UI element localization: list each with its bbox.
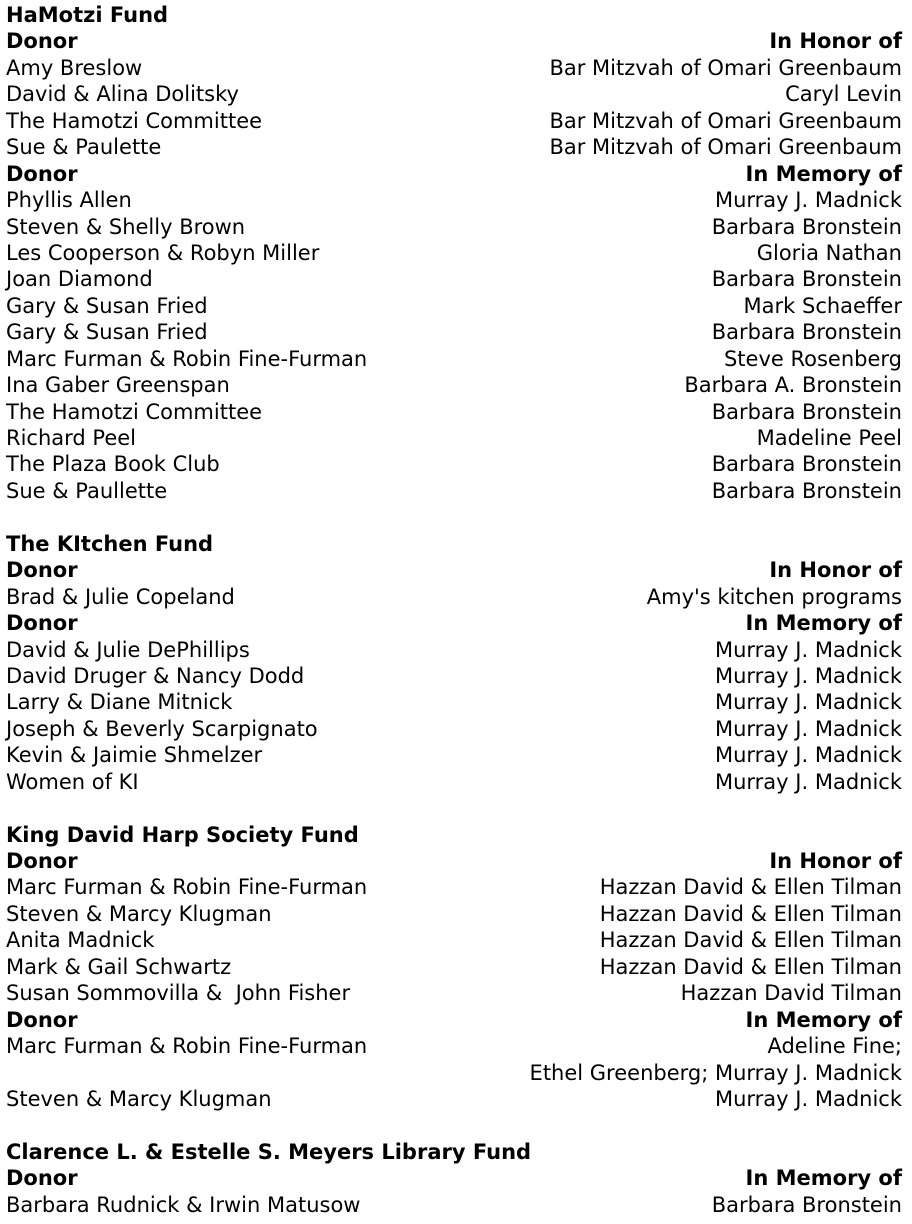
donor-name: Steven & Marcy Klugman xyxy=(6,1086,272,1111)
fund-title: The KItchen Fund xyxy=(6,531,214,556)
honoree-name: Bar Mitzvah of Omari Greenbaum xyxy=(549,108,902,133)
honoree-name: Ethel Greenberg; Murray J. Madnick xyxy=(529,1060,902,1085)
column-header-row xyxy=(6,610,902,636)
tribute-column-header: In Honor of xyxy=(769,558,902,583)
donor-name: The Hamotzi Committee xyxy=(6,108,263,133)
honoree-name: Mark Schaeffer xyxy=(743,293,902,318)
honoree-name: Murray J. Madnick xyxy=(714,663,902,688)
donor-column-header: Donor xyxy=(6,29,78,54)
honoree-name: Barbara Bronstein xyxy=(711,399,902,424)
honoree-name: Barbara Bronstein xyxy=(711,320,902,345)
donor-name: Marc Furman & Robin Fine-Furman xyxy=(6,875,368,900)
honoree-name: Murray J. Madnick xyxy=(714,637,902,662)
honoree-name: Barbara Bronstein xyxy=(711,267,902,292)
donation-row xyxy=(6,1060,902,1086)
donation-row xyxy=(6,134,902,160)
honoree-name: Adeline Fine; xyxy=(767,1034,902,1059)
donor-name: Anita Madnick xyxy=(6,928,155,953)
donation-row xyxy=(6,1192,902,1218)
honoree-name: Hazzan David & Ellen Tilman xyxy=(599,875,902,900)
fund-title: King David Harp Society Fund xyxy=(6,822,359,847)
donor-name: David & Julie DePhillips xyxy=(6,637,250,662)
section-spacer xyxy=(6,1112,902,1138)
donor-column-header: Donor xyxy=(6,611,78,636)
honoree-name: Hazzan David Tilman xyxy=(680,981,902,1006)
tribute-column-header: In Memory of xyxy=(745,161,902,186)
donation-row xyxy=(6,716,902,742)
donor-name: The Hamotzi Committee xyxy=(6,399,263,424)
fund-title: Clarence L. & Estelle S. Meyers Library Fund xyxy=(6,1139,532,1164)
section-spacer xyxy=(6,504,902,530)
donation-row xyxy=(6,346,902,372)
column-header-row xyxy=(6,848,902,874)
donation-row xyxy=(6,980,902,1006)
honoree-name: Steve Rosenberg xyxy=(723,346,902,371)
tribute-column-header: In Memory of xyxy=(745,1166,902,1191)
donation-row xyxy=(6,769,902,795)
donor-column-header: Donor xyxy=(6,558,78,583)
donation-row xyxy=(6,1086,902,1112)
donor-column-header: Donor xyxy=(6,1007,78,1032)
column-header-row xyxy=(6,557,902,583)
honoree-name: Murray J. Madnick xyxy=(714,690,902,715)
donation-row xyxy=(6,266,902,292)
donation-row xyxy=(6,901,902,927)
donation-row xyxy=(6,663,902,689)
donation-row xyxy=(6,637,902,663)
honoree-name: Barbara A. Bronstein xyxy=(684,373,902,398)
tribute-column-header: In Honor of xyxy=(769,29,902,54)
donor-name: David & Alina Dolitsky xyxy=(6,82,239,107)
donor-name: Ina Gaber Greenspan xyxy=(6,373,230,398)
donation-row xyxy=(6,742,902,768)
tribute-column-header: In Honor of xyxy=(769,849,902,873)
honoree-name: Hazzan David & Ellen Tilman xyxy=(599,901,902,926)
honoree-name: Murray J. Madnick xyxy=(714,188,902,213)
donor-name: Gary & Susan Fried xyxy=(6,320,208,345)
donor-name: Steven & Marcy Klugman xyxy=(6,901,272,926)
donation-row xyxy=(6,240,902,266)
honoree-name: Barbara Bronstein xyxy=(711,478,902,503)
donor-name: The Plaza Book Club xyxy=(6,452,220,477)
honoree-name: Murray J. Madnick xyxy=(714,1086,902,1111)
donation-row xyxy=(6,927,902,953)
donor-name: Steven & Shelly Brown xyxy=(6,214,246,239)
honoree-name: Madeline Peel xyxy=(756,426,902,450)
donor-name: Sue & Paulette xyxy=(6,135,162,160)
honoree-name: Barbara Bronstein xyxy=(711,452,902,477)
donor-column-header: Donor xyxy=(6,1166,78,1191)
honoree-name: Gloria Nathan xyxy=(756,240,902,265)
donation-row xyxy=(6,425,902,451)
honoree-name: Bar Mitzvah of Omari Greenbaum xyxy=(549,135,902,160)
column-header-row xyxy=(6,161,902,187)
donation-row xyxy=(6,293,902,319)
donation-list-document xyxy=(6,2,902,1218)
donor-name: Richard Peel xyxy=(6,426,137,450)
donation-row xyxy=(6,399,902,425)
donation-row xyxy=(6,319,902,345)
donor-name: David Druger & Nancy Dodd xyxy=(6,663,305,688)
donation-row xyxy=(6,81,902,107)
donor-column-header: Donor xyxy=(6,849,78,873)
donor-name: Mark & Gail Schwartz xyxy=(6,954,232,979)
honoree-name: Hazzan David & Ellen Tilman xyxy=(599,954,902,979)
donation-row xyxy=(6,1033,902,1059)
honoree-name: Caryl Levin xyxy=(785,82,902,107)
donation-row xyxy=(6,954,902,980)
donation-row xyxy=(6,584,902,610)
honoree-name: Amy's kitchen programs xyxy=(646,584,902,609)
donor-name: Women of KI xyxy=(6,769,139,794)
donation-row xyxy=(6,874,902,900)
donor-name: Marc Furman & Robin Fine-Furman xyxy=(6,1034,368,1059)
donor-name: Larry & Diane Mitnick xyxy=(6,690,233,715)
donor-name: Sue & Paullette xyxy=(6,478,168,503)
donor-name: Les Cooperson & Robyn Miller xyxy=(6,240,320,265)
donor-column-header: Donor xyxy=(6,161,78,186)
donor-name: Amy Breslow xyxy=(6,55,143,80)
donor-name: Gary & Susan Fried xyxy=(6,293,208,318)
donor-name: Joseph & Beverly Scarpignato xyxy=(6,716,318,741)
donation-row xyxy=(6,187,902,213)
donation-row xyxy=(6,478,902,504)
honoree-name: Murray J. Madnick xyxy=(714,769,902,794)
donor-name: Joan Diamond xyxy=(6,267,153,292)
column-header-row xyxy=(6,1165,902,1191)
donor-name: Barbara Rudnick & Irwin Matusow xyxy=(6,1192,361,1217)
tribute-column-header: In Memory of xyxy=(745,1007,902,1032)
donor-name: Kevin & Jaimie Shmelzer xyxy=(6,743,263,768)
donation-row xyxy=(6,108,902,134)
donor-name: Phyllis Allen xyxy=(6,188,132,213)
donation-row xyxy=(6,372,902,398)
column-header-row xyxy=(6,28,902,54)
honoree-name: Barbara Bronstein xyxy=(711,214,902,239)
donor-name: Brad & Julie Copeland xyxy=(6,584,235,609)
donation-row xyxy=(6,55,902,81)
column-header-row xyxy=(6,1007,902,1033)
donation-row xyxy=(6,689,902,715)
tribute-column-header: In Memory of xyxy=(745,611,902,636)
section-spacer xyxy=(6,795,902,821)
honoree-name: Hazzan David & Ellen Tilman xyxy=(599,928,902,953)
honoree-name: Murray J. Madnick xyxy=(714,716,902,741)
donor-name: Marc Furman & Robin Fine-Furman xyxy=(6,346,368,371)
donation-row xyxy=(6,451,902,477)
donation-row xyxy=(6,214,902,240)
donor-name: Susan Sommovilla & John Fisher xyxy=(6,981,351,1006)
honoree-name: Bar Mitzvah of Omari Greenbaum xyxy=(549,55,902,80)
honoree-name: Barbara Bronstein xyxy=(711,1192,902,1217)
honoree-name: Murray J. Madnick xyxy=(714,743,902,768)
fund-title: HaMotzi Fund xyxy=(6,3,169,27)
